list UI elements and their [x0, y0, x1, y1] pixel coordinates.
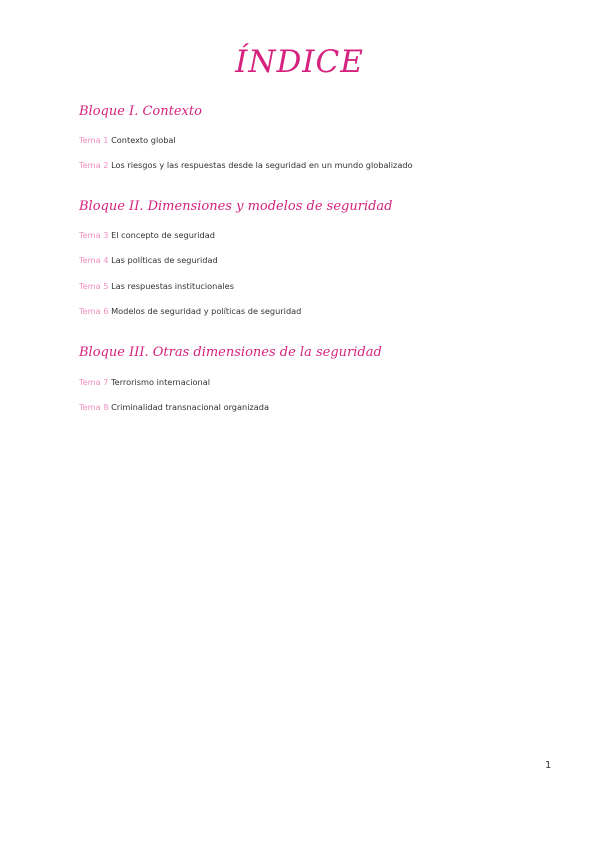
- topic-title: Las respuestas institucionales: [111, 281, 234, 291]
- topic-number: Tema 6: [79, 306, 109, 316]
- topic-number: Tema 4: [79, 255, 109, 265]
- topic-number: Tema 8: [79, 402, 109, 412]
- topic-title: Los riesgos y las respuestas desde la seguridad en un mundo globalizado: [111, 160, 413, 170]
- topic-title: Terrorismo internacional: [111, 377, 211, 387]
- topic-item-6: [79, 306, 301, 316]
- topic-item-4: [79, 255, 218, 265]
- topic-item-8: [79, 402, 269, 412]
- topic-number: Tema 5: [79, 281, 109, 291]
- topic-item-7: [79, 377, 210, 387]
- page-title: ÍNDICE: [235, 44, 364, 80]
- topic-item-1: [79, 135, 176, 145]
- topic-number: Tema 2: [79, 160, 109, 170]
- topic-number: Tema 7: [79, 377, 109, 387]
- block-heading-3: Bloque III. Otras dimensiones de la seguridad: [79, 345, 382, 360]
- block-heading-1: Bloque I. Contexto: [79, 104, 202, 119]
- topic-title: Modelos de seguridad y políticas de seguridad: [111, 306, 302, 316]
- topic-number: Tema 1: [79, 135, 109, 145]
- block-heading-2: Bloque II. Dimensiones y modelos de seguridad: [79, 199, 393, 214]
- topic-title: Las políticas de seguridad: [111, 255, 218, 265]
- topic-title: Contexto global: [111, 135, 176, 145]
- page-number: 1: [545, 760, 552, 771]
- topic-item-2: [79, 160, 413, 170]
- topic-title: El concepto de seguridad: [111, 230, 215, 240]
- topic-item-3: [79, 230, 215, 240]
- topic-title: Criminalidad transnacional organizada: [111, 402, 270, 412]
- topic-number: Tema 3: [79, 230, 109, 240]
- topic-item-5: [79, 281, 234, 291]
